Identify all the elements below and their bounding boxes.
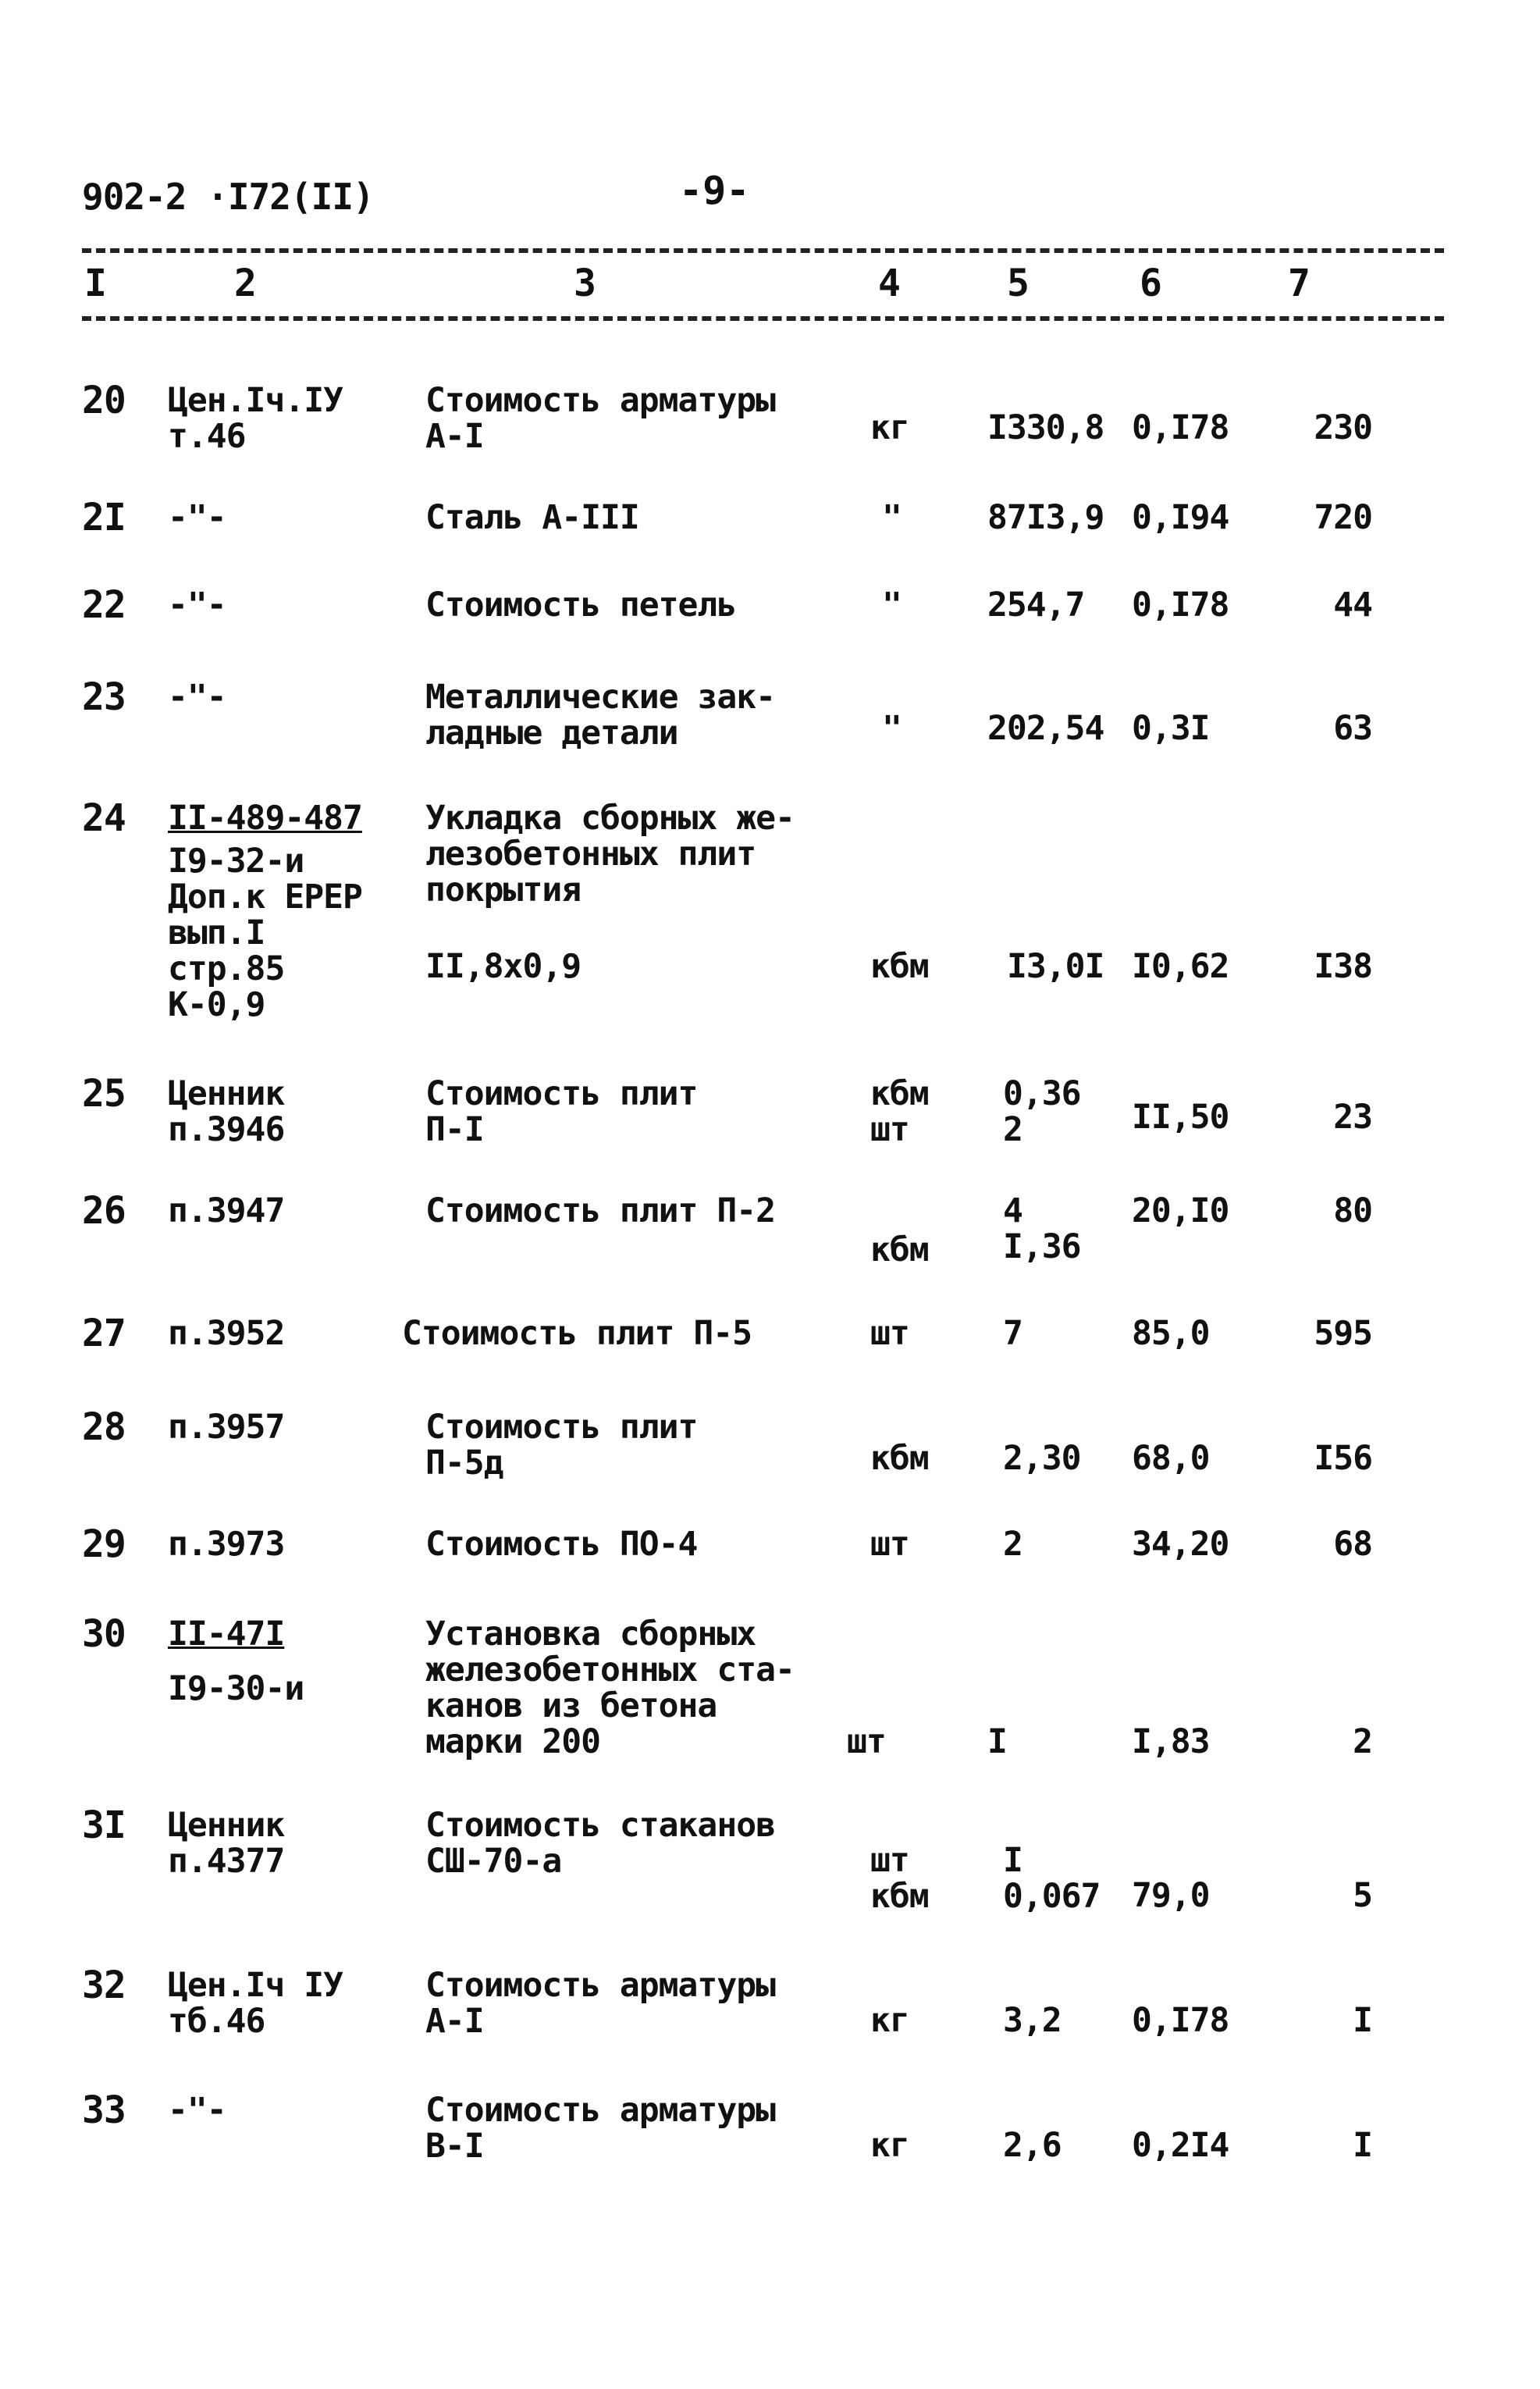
row-unit: кг [870,2126,909,2165]
row-number: 25 [82,1072,126,1116]
column-header-3: 3 [574,262,596,305]
column-header-5: 5 [1007,262,1030,305]
row-number: 28 [82,1405,126,1449]
row-unit: кбм шт [870,1074,929,1149]
row-description: Стоимость арматуры А-I [425,381,775,456]
row-quantity: 0,36 2 [1003,1074,1081,1149]
row-total: 63 [1333,709,1372,748]
row-reference: -"- [168,498,226,537]
row-number: 2I [82,496,126,539]
row-quantity: 3,2 [1003,2001,1062,2040]
row-number: 33 [82,2088,126,2132]
row-total: I [1353,2126,1372,2165]
row-unit: шт кбм [870,1841,929,1916]
row-unit: кг [870,2001,909,2040]
row-quantity: 2,6 [1003,2126,1062,2165]
row-total: 230 [1314,408,1372,447]
row-number: 27 [82,1312,126,1355]
row-description: Стоимость арматуры А-I [425,1966,775,2041]
row-description: Стоимость арматуры В-I [425,2091,775,2166]
row-description-dimensions: II,8x0,9 [425,947,582,986]
row-unit: кбм [870,947,929,986]
row-total: 68 [1333,1525,1372,1564]
row-number: 26 [82,1189,126,1233]
row-unit-price: II,50 [1132,1098,1229,1137]
row-number: 29 [82,1522,126,1566]
row-total: 2 [1353,1722,1372,1761]
row-reference: п.3952 [168,1314,285,1353]
document-code: 902-2 ·I72(II) [82,176,374,218]
row-unit-price: 0,I78 [1132,586,1229,625]
row-total: I56 [1314,1439,1372,1478]
row-unit: " [882,498,902,537]
row-reference: Ценник п.3946 [168,1074,285,1149]
row-reference: п.3947 [168,1191,285,1230]
row-number: 22 [82,583,126,627]
header-top-rule [82,248,1444,253]
row-reference: Цен.Iч IУ тб.46 [168,1966,343,2041]
row-unit-price: 0,I78 [1132,2001,1229,2040]
row-number: 30 [82,1612,126,1656]
row-number: 23 [82,675,126,719]
row-reference-primary: II-489-487 [168,799,362,838]
row-unit: шт [870,1314,909,1353]
row-quantity: 7 [1003,1314,1023,1353]
row-reference: -"- [168,586,226,625]
row-unit-price: 68,0 [1132,1439,1210,1478]
row-unit-price: I0,62 [1132,947,1229,986]
row-description: Стоимость плит П-I [425,1074,698,1149]
row-unit-price: 85,0 [1132,1314,1210,1353]
row-reference: I9-30-и [168,1669,304,1708]
row-unit-price: 34,20 [1132,1525,1229,1564]
row-description: Стоимость ПО-4 [425,1525,698,1564]
row-unit: кг [870,408,909,447]
row-quantity: I330,8 [987,408,1104,447]
column-header-4: 4 [878,262,901,305]
row-description: Металлические зак- ладные детали [425,678,775,753]
row-reference: Цен.Iч.IУ т.46 [168,381,343,456]
row-reference: I9-32-и Доп.к ЕРЕР вып.I стр.85 К-0,9 [168,842,362,1024]
row-total: I38 [1314,947,1372,986]
column-header-1: I [84,262,107,305]
row-description: Стоимость плит П-5д [425,1408,698,1483]
row-description: Сталь А-III [425,498,639,537]
row-quantity: I3,0I [1007,947,1104,986]
row-total: I [1353,2001,1372,2040]
row-unit-price: 0,I78 [1132,408,1229,447]
row-number: 32 [82,1964,126,2007]
column-header-2: 2 [234,262,257,305]
row-unit-price: 0,I94 [1132,498,1229,537]
row-description: Стоимость стаканов СШ-70-а [425,1806,775,1881]
row-quantity: 2,30 [1003,1439,1081,1478]
row-unit-price: I,83 [1132,1722,1210,1761]
row-description: Стоимость петель [425,586,737,625]
column-header-7: 7 [1288,262,1311,305]
row-unit: шт [847,1722,886,1761]
row-reference: п.3957 [168,1408,285,1447]
row-total: 5 [1353,1876,1372,1915]
row-description: Стоимость плит П-5 [402,1314,752,1353]
row-unit: кбм [870,1439,929,1478]
row-reference: -"- [168,2091,226,2130]
row-reference: Ценник п.4377 [168,1806,285,1881]
row-unit-price: 20,I0 [1132,1191,1229,1230]
row-unit: кбм [870,1230,929,1269]
row-unit: шт [870,1525,909,1564]
row-quantity: I [987,1722,1007,1761]
row-quantity: I 0,067 [1003,1841,1101,1916]
row-reference: п.3973 [168,1525,285,1564]
row-quantity: 254,7 [987,586,1085,625]
row-total: 44 [1333,586,1372,625]
row-unit-price: 0,2I4 [1132,2126,1229,2165]
row-number: 3I [82,1803,126,1847]
header-bottom-rule [82,316,1444,321]
row-unit-price: 79,0 [1132,1876,1210,1915]
row-total: 720 [1314,498,1372,537]
row-description: Укладка сборных же- лезобетонных плит покрытия [425,799,795,910]
row-quantity: 87I3,9 [987,498,1104,537]
row-total: 23 [1333,1098,1372,1137]
row-description: Установка сборных железобетонных ста- канов из бетона марки 200 [425,1615,795,1761]
row-reference: -"- [168,678,226,717]
row-quantity: 4 I,36 [1003,1191,1081,1266]
row-unit-price: 0,3I [1132,709,1210,748]
row-unit: " [882,709,902,748]
row-number: 20 [82,379,126,422]
column-header-6: 6 [1140,262,1162,305]
row-quantity: 2 [1003,1525,1023,1564]
page-number: -9- [679,168,750,213]
row-number: 24 [82,796,126,840]
row-total: 80 [1333,1191,1372,1230]
row-description: Стоимость плит П-2 [425,1191,775,1230]
row-quantity: 202,54 [987,709,1104,748]
row-total: 595 [1314,1314,1372,1353]
row-reference-primary: II-47I [168,1615,285,1654]
row-unit: " [882,586,902,625]
